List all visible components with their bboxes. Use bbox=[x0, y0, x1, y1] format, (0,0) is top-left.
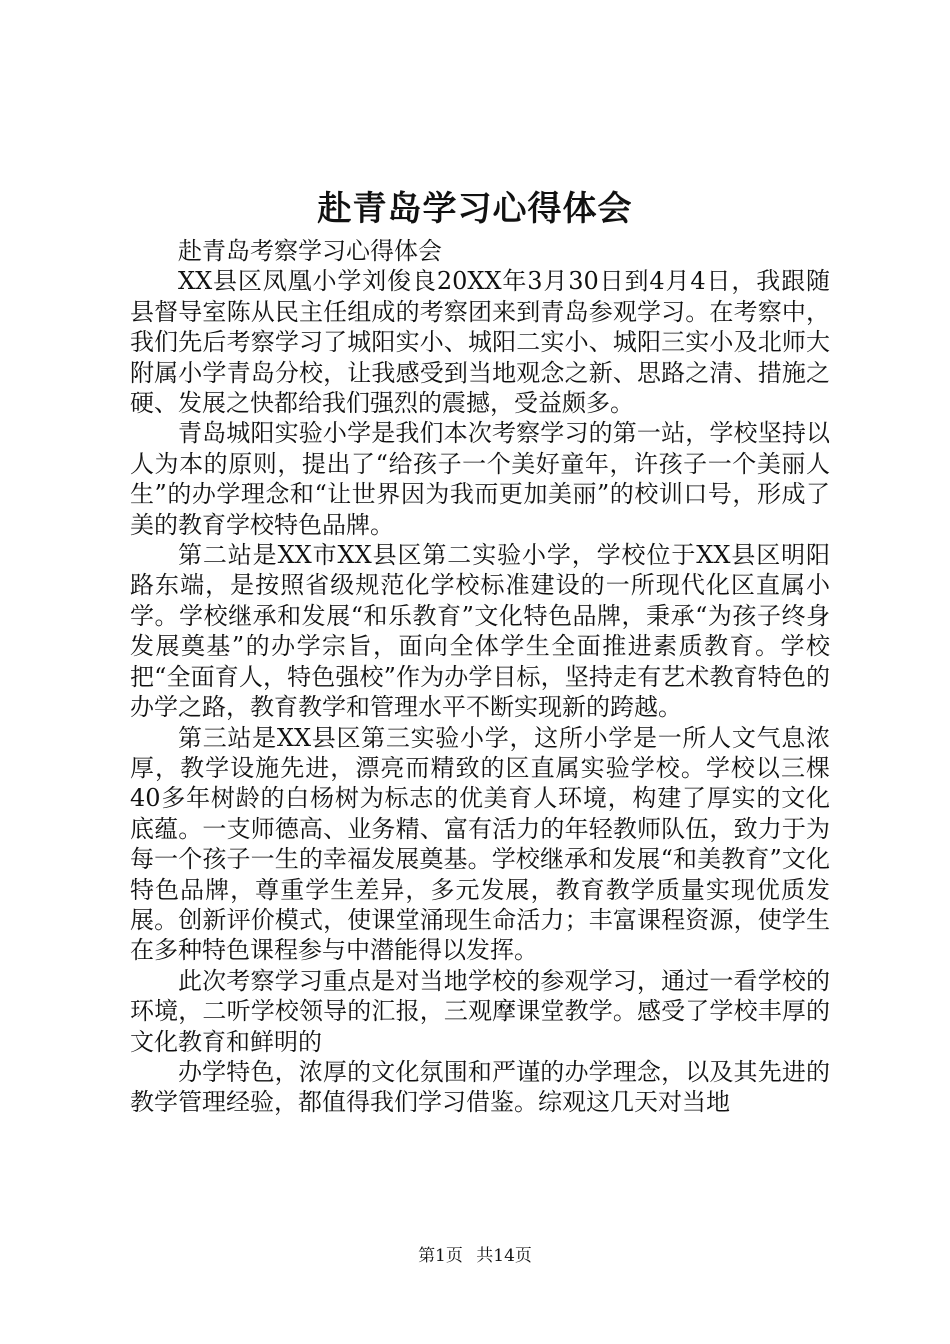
body-paragraph: XX县区凤凰小学刘俊良20XX年3月30日到4月4日，我跟随县督导室陈从民主任组成的考察团来到青岛参观学习。在考察中，我们先后考察学习了城阳实小、城阳二实小、城阳三实小及北师大附属小学青岛分校，让我感受到当地观念之新、思路之清、措施之硬、发展之快都给我们强烈的震撼，受益颇多。 bbox=[130, 267, 830, 418]
body-paragraph: 第二站是XX市XX县区第二实验小学，学校位于XX县区明阳路东端，是按照省级规范化学校标准建设的一所现代化区直属小学。学校继承和发展“和乐教育”文化特色品牌，秉承“为孩子终身发展奠基”的办学宗旨，面向全体学生全面推进素质教育。学校把“全面育人，特色强校”作为办学目标，坚持走有艺术教育特色的办学之路，教育教学和管理水平不断实现新的跨越。 bbox=[130, 541, 830, 722]
body-paragraph: 第三站是XX县区第三实验小学，这所小学是一所人文气息浓厚，教学设施先进，漂亮而精致的区直属实验学校。学校以三棵40多年树龄的白杨树为标志的优美育人环境，构建了厚实的文化底蕴。一支师德高、业务精、富有活力的年轻教师队伍，致力于为每一个孩子一生的幸福发展奠基。学校继承和发展“和美教育”文化特色品牌，尊重学生差异，多元发展，教育教学质量实现优质发展。创新评价模式，使课堂涌现生命活力；丰富课程资源，使学生在多种特色课程参与中潜能得以发挥。 bbox=[130, 723, 830, 965]
subtitle-paragraph: 赴青岛考察学习心得体会 bbox=[178, 237, 442, 265]
document-title: 赴青岛学习心得体会 bbox=[317, 189, 633, 229]
page-number: 第1页 bbox=[418, 1246, 463, 1266]
page-total: 共14页 bbox=[476, 1246, 532, 1266]
document-body bbox=[130, 236, 830, 1118]
body-paragraph: 办学特色，浓厚的文化氛围和严谨的办学理念，以及其先进的教学管理经验，都值得我们学习借鉴。综观这几天对当地 bbox=[130, 1057, 830, 1117]
body-paragraph: 此次考察学习重点是对当地学校的参观学习，通过一看学校的环境，二听学校领导的汇报，三观摩课堂教学。感受了学校丰厚的文化教育和鲜明的 bbox=[130, 966, 830, 1056]
page-footer bbox=[0, 1244, 950, 1268]
body-paragraph: 青岛城阳实验小学是我们本次考察学习的第一站，学校坚持以人为本的原则，提出了“给孩子一个美好童年，许孩子一个美丽人生”的办学理念和“让世界因为我而更加美丽”的校训口号，形成了美的教育学校特色品牌。 bbox=[130, 419, 830, 539]
